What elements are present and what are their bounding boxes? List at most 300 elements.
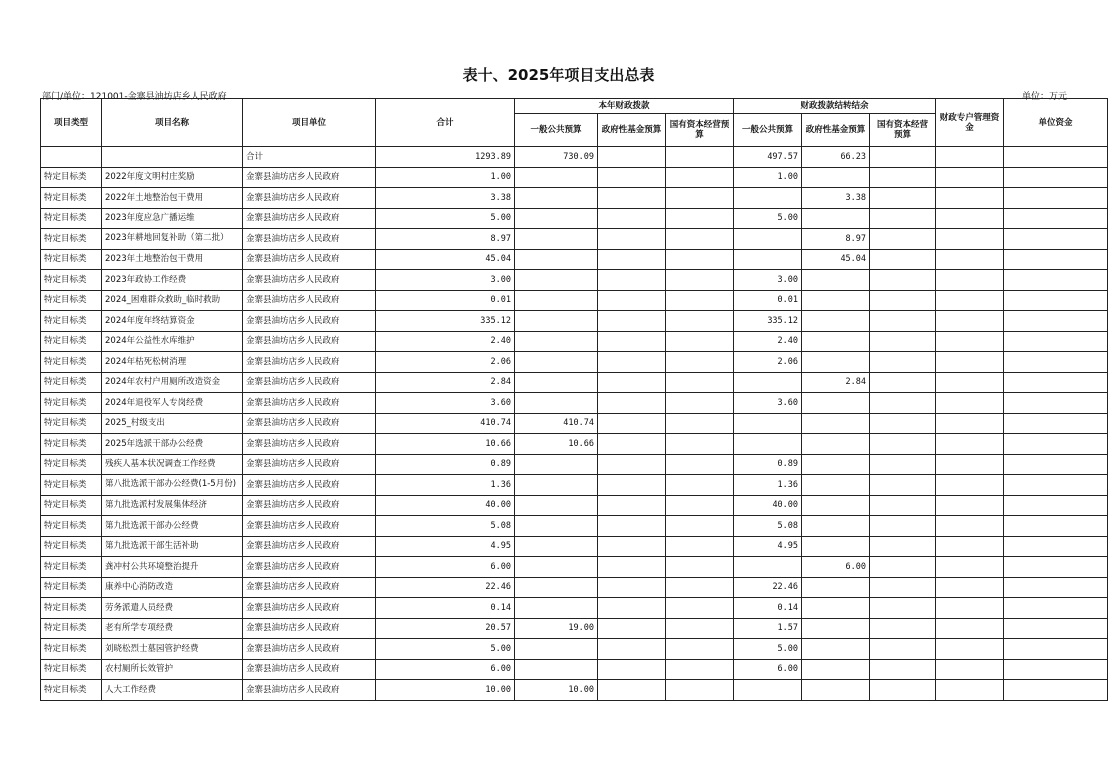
cell-carry-state [870, 352, 936, 373]
cell-fund [598, 208, 666, 229]
cell-state [666, 208, 734, 229]
cell-fund [598, 413, 666, 434]
cell-special [936, 270, 1004, 291]
table-row [41, 598, 1108, 619]
summary-carry-general: 497.57 [734, 147, 802, 168]
cell-special [936, 331, 1004, 352]
cell-carry-fund [802, 598, 870, 619]
cell-fund [598, 680, 666, 701]
cell-carry-fund: 2.84 [802, 372, 870, 393]
cell-state [666, 413, 734, 434]
table-row [41, 372, 1108, 393]
cell-name: 龚冲村公共环境整治提升 [102, 557, 243, 578]
cell-carry-state [870, 639, 936, 660]
cell-carry-general [734, 680, 802, 701]
cell-special [936, 290, 1004, 311]
cell-fund [598, 249, 666, 270]
cell-total: 0.14 [376, 598, 515, 619]
cell-unit: 金寨县油坊店乡人民政府 [243, 475, 376, 496]
cell-state [666, 639, 734, 660]
cell-total: 1.00 [376, 167, 515, 188]
cell-total: 3.00 [376, 270, 515, 291]
cell-carry-general: 4.95 [734, 536, 802, 557]
cell-name: 刘晓松烈士墓园管护经费 [102, 639, 243, 660]
header-unit: 项目单位 [243, 99, 376, 147]
header-type: 项目类型 [41, 99, 102, 147]
cell-general [515, 270, 598, 291]
cell-own [1004, 577, 1108, 598]
cell-carry-general [734, 188, 802, 209]
summary-label: 合计 [243, 147, 376, 168]
cell-carry-state [870, 393, 936, 414]
cell-unit: 金寨县油坊店乡人民政府 [243, 495, 376, 516]
cell-own [1004, 393, 1108, 414]
cell-type: 特定目标类 [41, 495, 102, 516]
cell-state [666, 188, 734, 209]
cell-name: 2024年枯死松树消理 [102, 352, 243, 373]
cell-own [1004, 557, 1108, 578]
cell-own [1004, 331, 1108, 352]
cell-unit: 金寨县油坊店乡人民政府 [243, 167, 376, 188]
cell-name: 康养中心消防改造 [102, 577, 243, 598]
cell-type: 特定目标类 [41, 639, 102, 660]
cell-general [515, 557, 598, 578]
cell-name: 残疾人基本状况调查工作经费 [102, 454, 243, 475]
cell-type: 特定目标类 [41, 290, 102, 311]
header-general: 一般公共预算 [515, 114, 598, 147]
cell-type: 特定目标类 [41, 249, 102, 270]
cell-fund [598, 639, 666, 660]
cell-special [936, 516, 1004, 537]
cell-type: 特定目标类 [41, 516, 102, 537]
cell-type: 特定目标类 [41, 352, 102, 373]
cell-name: 2023年耕地回复补助（第二批） [102, 229, 243, 250]
cell-fund [598, 516, 666, 537]
cell-unit: 金寨县油坊店乡人民政府 [243, 434, 376, 455]
cell-special [936, 475, 1004, 496]
cell-carry-state [870, 434, 936, 455]
cell-own [1004, 639, 1108, 660]
cell-unit: 金寨县油坊店乡人民政府 [243, 577, 376, 598]
cell-type: 特定目标类 [41, 393, 102, 414]
cell-carry-state [870, 413, 936, 434]
cell-carry-general: 0.14 [734, 598, 802, 619]
header-name: 项目名称 [102, 99, 243, 147]
table-row [41, 434, 1108, 455]
cell-total: 6.00 [376, 659, 515, 680]
cell-special [936, 577, 1004, 598]
cell-carry-fund [802, 311, 870, 332]
cell-carry-state [870, 577, 936, 598]
cell-total: 2.84 [376, 372, 515, 393]
cell-fund [598, 659, 666, 680]
cell-general [515, 311, 598, 332]
cell-type: 特定目标类 [41, 598, 102, 619]
cell-state [666, 167, 734, 188]
cell-total: 8.97 [376, 229, 515, 250]
cell-carry-state [870, 536, 936, 557]
cell-own [1004, 290, 1108, 311]
summary-total: 1293.89 [376, 147, 515, 168]
cell-carry-general: 1.57 [734, 618, 802, 639]
cell-special [936, 495, 1004, 516]
cell-type: 特定目标类 [41, 167, 102, 188]
cell-carry-fund [802, 536, 870, 557]
cell-type: 特定目标类 [41, 188, 102, 209]
cell-carry-state [870, 598, 936, 619]
cell-name: 2024年农村户用厕所改造资金 [102, 372, 243, 393]
cell-type: 特定目标类 [41, 311, 102, 332]
table-row [41, 249, 1108, 270]
cell-state [666, 372, 734, 393]
cell-carry-general: 0.01 [734, 290, 802, 311]
cell-special [936, 639, 1004, 660]
cell-special [936, 618, 1004, 639]
cell-fund [598, 598, 666, 619]
cell-total: 40.00 [376, 495, 515, 516]
cell-carry-state [870, 229, 936, 250]
cell-name: 劳务派遣人员经费 [102, 598, 243, 619]
cell-total: 3.60 [376, 393, 515, 414]
header-total: 合计 [376, 99, 515, 147]
cell-carry-state [870, 680, 936, 701]
table-row [41, 290, 1108, 311]
cell-own [1004, 249, 1108, 270]
cell-carry-general: 5.08 [734, 516, 802, 537]
cell-type: 特定目标类 [41, 270, 102, 291]
cell-fund [598, 229, 666, 250]
cell-carry-general: 5.00 [734, 208, 802, 229]
cell-state [666, 454, 734, 475]
cell-type: 特定目标类 [41, 475, 102, 496]
cell-own [1004, 413, 1108, 434]
cell-carry-state [870, 188, 936, 209]
cell-type: 特定目标类 [41, 454, 102, 475]
cell-name: 2023年土地整治包干费用 [102, 249, 243, 270]
header-carry-general: 一般公共预算 [734, 114, 802, 147]
cell-name: 第九批选派干部办公经费 [102, 516, 243, 537]
cell-carry-general: 3.00 [734, 270, 802, 291]
cell-name: 第九批选派干部生活补助 [102, 536, 243, 557]
cell-unit: 金寨县油坊店乡人民政府 [243, 249, 376, 270]
cell-carry-state [870, 659, 936, 680]
cell-carry-state [870, 557, 936, 578]
table-row [41, 516, 1108, 537]
cell-unit: 金寨县油坊店乡人民政府 [243, 659, 376, 680]
cell-general [515, 577, 598, 598]
cell-general [515, 495, 598, 516]
cell-carry-fund: 6.00 [802, 557, 870, 578]
department-label: 部门/单位：121001-金寨县油坊店乡人民政府 [42, 92, 227, 102]
cell-state [666, 393, 734, 414]
cell-special [936, 208, 1004, 229]
cell-name: 2023年政协工作经费 [102, 270, 243, 291]
cell-total: 0.89 [376, 454, 515, 475]
cell-unit: 金寨县油坊店乡人民政府 [243, 188, 376, 209]
cell-carry-general: 2.06 [734, 352, 802, 373]
cell-own [1004, 372, 1108, 393]
cell-total: 410.74 [376, 413, 515, 434]
cell-state [666, 618, 734, 639]
cell-own [1004, 229, 1108, 250]
cell-unit: 金寨县油坊店乡人民政府 [243, 413, 376, 434]
cell-name: 2024_困难群众救助_临时救助 [102, 290, 243, 311]
table-row [41, 188, 1108, 209]
cell-carry-fund [802, 495, 870, 516]
cell-carry-fund [802, 413, 870, 434]
cell-unit: 金寨县油坊店乡人民政府 [243, 454, 376, 475]
table-row [41, 208, 1108, 229]
cell-state [666, 598, 734, 619]
cell-type: 特定目标类 [41, 577, 102, 598]
cell-carry-fund [802, 659, 870, 680]
cell-special [936, 413, 1004, 434]
page-title: 表十、2025年项目支出总表 [462, 66, 655, 84]
cell-carry-general: 22.46 [734, 577, 802, 598]
cell-own [1004, 659, 1108, 680]
cell-carry-state [870, 290, 936, 311]
cell-own [1004, 618, 1108, 639]
cell-carry-general [734, 249, 802, 270]
cell-type: 特定目标类 [41, 331, 102, 352]
cell-total: 3.38 [376, 188, 515, 209]
cell-carry-general [734, 229, 802, 250]
cell-carry-general: 5.00 [734, 639, 802, 660]
cell-carry-state [870, 311, 936, 332]
cell-total: 6.00 [376, 557, 515, 578]
cell-total: 335.12 [376, 311, 515, 332]
cell-carry-state [870, 331, 936, 352]
cell-unit: 金寨县油坊店乡人民政府 [243, 352, 376, 373]
cell-carry-general: 6.00 [734, 659, 802, 680]
cell-carry-fund: 3.38 [802, 188, 870, 209]
cell-fund [598, 290, 666, 311]
table-row [41, 413, 1108, 434]
cell-general [515, 598, 598, 619]
cell-unit: 金寨县油坊店乡人民政府 [243, 536, 376, 557]
header-carry-state: 国有资本经营预算 [870, 114, 936, 147]
cell-own [1004, 680, 1108, 701]
cell-unit: 金寨县油坊店乡人民政府 [243, 516, 376, 537]
header-current-group: 本年财政拨款 [515, 99, 734, 114]
cell-state [666, 311, 734, 332]
table-row [41, 536, 1108, 557]
cell-unit: 金寨县油坊店乡人民政府 [243, 598, 376, 619]
cell-carry-fund [802, 475, 870, 496]
cell-fund [598, 167, 666, 188]
cell-carry-general [734, 413, 802, 434]
cell-unit: 金寨县油坊店乡人民政府 [243, 680, 376, 701]
cell-fund [598, 454, 666, 475]
cell-name: 人大工作经费 [102, 680, 243, 701]
cell-carry-general: 1.36 [734, 475, 802, 496]
cell-state [666, 249, 734, 270]
cell-general [515, 352, 598, 373]
cell-state [666, 331, 734, 352]
table-row [41, 577, 1108, 598]
cell-carry-state [870, 618, 936, 639]
cell-carry-state [870, 516, 936, 537]
table-row [41, 167, 1108, 188]
cell-state [666, 290, 734, 311]
cell-total: 4.95 [376, 536, 515, 557]
table-row [41, 270, 1108, 291]
table-row [41, 311, 1108, 332]
cell-carry-fund [802, 331, 870, 352]
cell-special [936, 659, 1004, 680]
cell-carry-fund [802, 167, 870, 188]
cell-own [1004, 311, 1108, 332]
cell-carry-state [870, 270, 936, 291]
cell-type: 特定目标类 [41, 659, 102, 680]
cell-fund [598, 393, 666, 414]
cell-total: 10.00 [376, 680, 515, 701]
table-row [41, 557, 1108, 578]
cell-name: 农村厕所长效管护 [102, 659, 243, 680]
cell-carry-general [734, 557, 802, 578]
cell-carry-state [870, 167, 936, 188]
cell-carry-fund [802, 270, 870, 291]
table-row [41, 331, 1108, 352]
cell-name: 2025_村级支出 [102, 413, 243, 434]
cell-state [666, 270, 734, 291]
cell-own [1004, 454, 1108, 475]
cell-own [1004, 598, 1108, 619]
cell-state [666, 434, 734, 455]
cell-state [666, 536, 734, 557]
cell-general [515, 331, 598, 352]
cell-special [936, 188, 1004, 209]
cell-type: 特定目标类 [41, 680, 102, 701]
cell-general [515, 536, 598, 557]
cell-own [1004, 167, 1108, 188]
cell-fund [598, 311, 666, 332]
header-carry-group: 财政拨款结转结余 [734, 99, 936, 114]
cell-state [666, 229, 734, 250]
cell-name: 2022年土地整治包干费用 [102, 188, 243, 209]
cell-carry-state [870, 454, 936, 475]
cell-carry-fund: 8.97 [802, 229, 870, 250]
cell-fund [598, 331, 666, 352]
cell-carry-fund [802, 208, 870, 229]
cell-general [515, 188, 598, 209]
cell-carry-state [870, 475, 936, 496]
cell-total: 10.66 [376, 434, 515, 455]
cell-own [1004, 188, 1108, 209]
cell-name: 老有所学专项经费 [102, 618, 243, 639]
cell-special [936, 352, 1004, 373]
cell-unit: 金寨县油坊店乡人民政府 [243, 229, 376, 250]
cell-state [666, 495, 734, 516]
cell-carry-general: 2.40 [734, 331, 802, 352]
cell-state [666, 680, 734, 701]
cell-name: 第九批选派村发展集体经济 [102, 495, 243, 516]
cell-special [936, 454, 1004, 475]
cell-special [936, 249, 1004, 270]
cell-type: 特定目标类 [41, 536, 102, 557]
cell-fund [598, 495, 666, 516]
summary-row [41, 147, 1108, 168]
cell-fund [598, 475, 666, 496]
cell-total: 20.57 [376, 618, 515, 639]
cell-general: 10.00 [515, 680, 598, 701]
header-special: 财政专户管理资金 [936, 99, 1004, 147]
cell-state [666, 352, 734, 373]
cell-carry-general: 3.60 [734, 393, 802, 414]
cell-general: 10.66 [515, 434, 598, 455]
cell-fund [598, 577, 666, 598]
cell-state [666, 475, 734, 496]
cell-carry-fund [802, 680, 870, 701]
cell-name: 2024年公益性水库维护 [102, 331, 243, 352]
cell-name: 2022年度文明村庄奖励 [102, 167, 243, 188]
project-expenditure-table [40, 98, 1108, 701]
table-row [41, 454, 1108, 475]
cell-total: 45.04 [376, 249, 515, 270]
cell-carry-state [870, 249, 936, 270]
cell-type: 特定目标类 [41, 372, 102, 393]
cell-carry-general [734, 372, 802, 393]
cell-special [936, 434, 1004, 455]
table-row [41, 618, 1108, 639]
cell-own [1004, 352, 1108, 373]
cell-unit: 金寨县油坊店乡人民政府 [243, 393, 376, 414]
cell-name: 2023年度应急广播运维 [102, 208, 243, 229]
table-row [41, 229, 1108, 250]
cell-name: 2024年退役军人专岗经费 [102, 393, 243, 414]
cell-general [515, 454, 598, 475]
cell-state [666, 516, 734, 537]
cell-total: 5.00 [376, 639, 515, 660]
cell-unit: 金寨县油坊店乡人民政府 [243, 311, 376, 332]
cell-carry-fund: 45.04 [802, 249, 870, 270]
cell-state [666, 557, 734, 578]
cell-general [515, 290, 598, 311]
cell-special [936, 372, 1004, 393]
cell-general [515, 639, 598, 660]
header-fund: 政府性基金预算 [598, 114, 666, 147]
table-row [41, 659, 1108, 680]
cell-own [1004, 516, 1108, 537]
cell-total: 1.36 [376, 475, 515, 496]
cell-own [1004, 434, 1108, 455]
cell-carry-fund [802, 516, 870, 537]
cell-carry-general: 0.89 [734, 454, 802, 475]
cell-general [515, 659, 598, 680]
cell-fund [598, 352, 666, 373]
cell-total: 2.06 [376, 352, 515, 373]
cell-unit: 金寨县油坊店乡人民政府 [243, 208, 376, 229]
cell-special [936, 311, 1004, 332]
cell-general [515, 516, 598, 537]
cell-general [515, 249, 598, 270]
cell-special [936, 557, 1004, 578]
cell-total: 5.08 [376, 516, 515, 537]
cell-special [936, 229, 1004, 250]
cell-fund [598, 270, 666, 291]
cell-own [1004, 475, 1108, 496]
cell-general: 19.00 [515, 618, 598, 639]
cell-total: 22.46 [376, 577, 515, 598]
cell-own [1004, 536, 1108, 557]
cell-type: 特定目标类 [41, 229, 102, 250]
cell-special [936, 393, 1004, 414]
cell-carry-fund [802, 434, 870, 455]
cell-state [666, 659, 734, 680]
cell-fund [598, 536, 666, 557]
cell-carry-fund [802, 352, 870, 373]
cell-unit: 金寨县油坊店乡人民政府 [243, 290, 376, 311]
